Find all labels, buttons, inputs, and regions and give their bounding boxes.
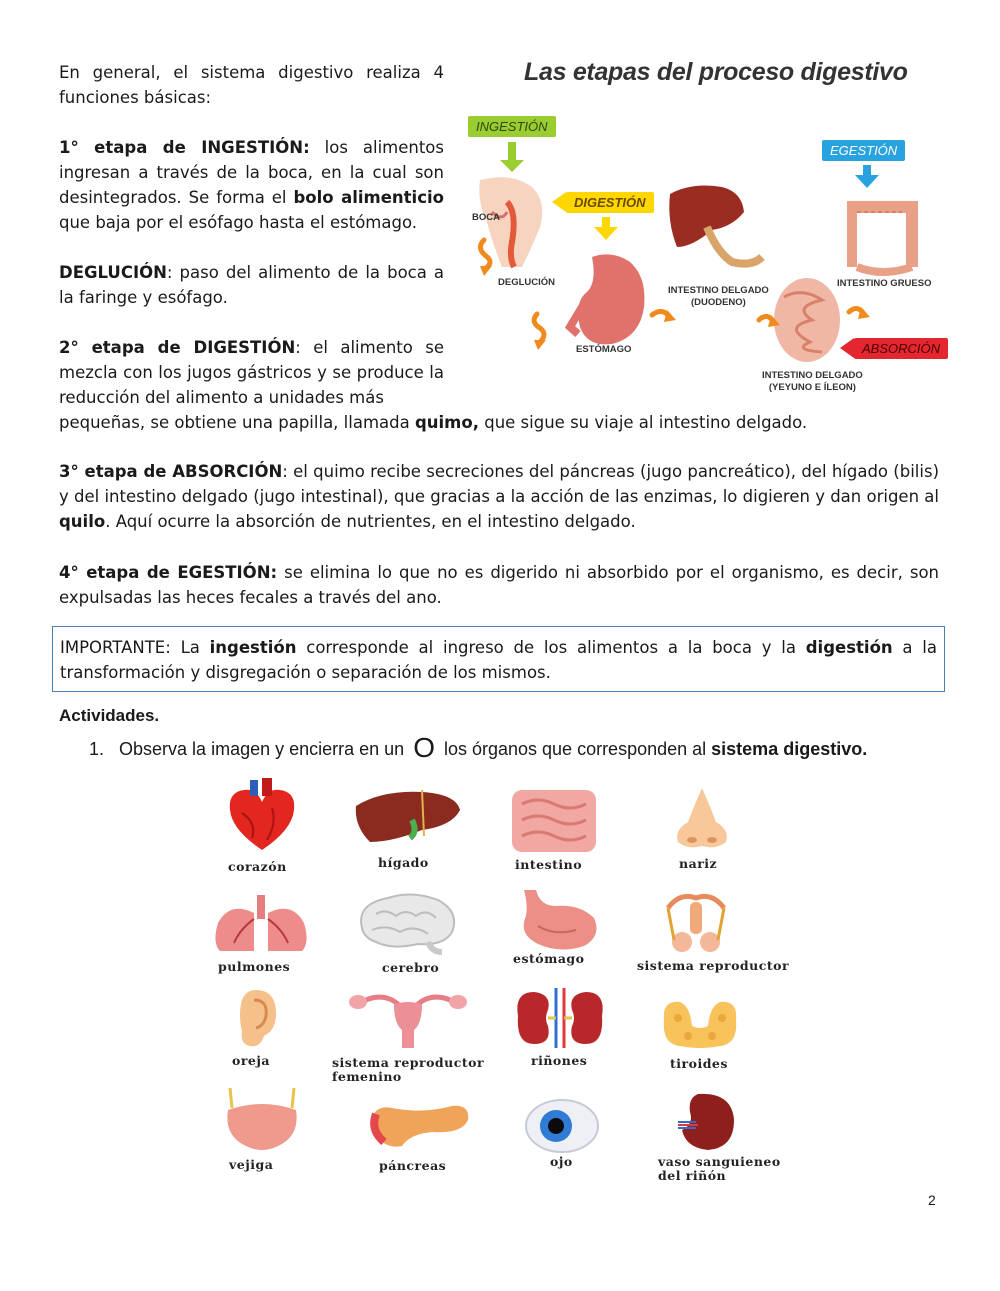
label-intestino-grueso: INTESTINO GRUESO <box>837 278 932 289</box>
label-intestino: intestino <box>515 857 583 872</box>
stage-digestion: DIGESTIÓN <box>566 192 654 213</box>
label-corazon: corazón <box>228 859 287 874</box>
egestion-paragraph <box>59 560 939 610</box>
label-estomago: ESTÓMAGO <box>576 344 632 355</box>
label-femenino-line2: femenino <box>332 1069 402 1084</box>
label-vaso-sanguineo <box>658 1155 781 1183</box>
label-sistema-reproductor-femenino <box>332 1056 484 1084</box>
important-text-a: IMPORTANTE: La <box>60 638 210 657</box>
label-estomago: estómago <box>513 951 585 966</box>
heart-icon[interactable] <box>222 778 302 856</box>
thyroid-icon[interactable] <box>658 996 742 1052</box>
digestive-process-diagram <box>462 52 952 402</box>
intro-text: En general, el sistema digestivo realiza 4 funciones básicas: <box>59 63 444 107</box>
ingestion-text-a: los alimentos ingresan a través de la boca, en la cual son desintegrados. Se forma el <box>59 138 444 207</box>
digestion-heading: 2° etapa de DIGESTIÓN <box>59 338 296 357</box>
label-vaso-line1: vaso sanguieneo <box>658 1154 781 1169</box>
intestine-icon[interactable] <box>508 786 600 856</box>
digestion-cont-text-a: pequeñas, se obtiene una papilla, llamada <box>59 413 415 432</box>
label-rinones: riñones <box>531 1053 588 1068</box>
deglucion-heading: DEGLUCIÓN <box>59 263 167 282</box>
activity-1 <box>89 732 867 764</box>
label-ojo: ojo <box>550 1154 573 1169</box>
pancreas-icon[interactable] <box>362 1094 474 1152</box>
male-reproductive-icon[interactable] <box>660 888 732 954</box>
digestion-text: : el alimento se mezcla con los jugos gástricos y se produce la reducción del alimento a unidades más <box>59 338 444 407</box>
absorcion-heading: 3° etapa de ABSORCIÓN <box>59 462 283 481</box>
kidneys-icon[interactable] <box>508 986 612 1048</box>
label-deglucion: DEGLUCIÓN <box>498 277 555 288</box>
label-oreja: oreja <box>232 1053 270 1068</box>
label-duodeno-line2: (DUODENO) <box>690 297 746 308</box>
digestion-paragraph <box>59 335 444 410</box>
quilo-bold: quilo <box>59 512 106 531</box>
egestion-heading: 4° etapa de EGESTIÓN: <box>59 563 278 582</box>
ingestion-paragraph <box>59 135 444 235</box>
page-number: 2 <box>928 1192 936 1208</box>
lungs-icon[interactable] <box>210 893 312 955</box>
eye-icon[interactable] <box>522 1098 602 1154</box>
label-yeyuno-line1: INTESTINO DELGADO <box>762 370 863 381</box>
intro-paragraph <box>59 60 444 110</box>
stage-absorcion: ABSORCIÓN <box>854 338 948 359</box>
kidney-blood-vessel-icon[interactable] <box>676 1090 740 1154</box>
activity-text-a: Observa la imagen y encierra en un <box>119 739 410 759</box>
important-digestion-bold: digestión <box>805 638 893 657</box>
diagram-title: Las etapas del proceso digestivo <box>524 58 908 86</box>
activity-bold: sistema digestivo. <box>711 739 868 759</box>
deglucion-text: : paso del alimento de la boca a la faringe y esófago. <box>59 263 444 307</box>
label-intestino-delgado-duodeno <box>668 285 769 309</box>
activity-number: 1. <box>89 739 105 759</box>
label-yeyuno-line2: (YEYUNO E ÍLEON) <box>768 382 856 393</box>
absorcion-paragraph <box>59 459 939 534</box>
activities-title: Actividades. <box>59 706 160 725</box>
label-intestino-delgado-yeyuno <box>762 370 863 394</box>
label-boca: BOCA <box>472 212 500 223</box>
stage-egestion: EGESTIÓN <box>822 140 905 161</box>
label-pancreas: páncreas <box>379 1158 447 1173</box>
egestion-text: se elimina lo que no es digerido ni absorbido por el organismo, es decir, son expulsadas las heces fecales a través del ano. <box>59 563 939 607</box>
ingestion-heading: 1° etapa de INGESTIÓN: <box>59 138 310 157</box>
stage-ingestion: INGESTIÓN <box>468 116 556 137</box>
bladder-icon[interactable] <box>222 1084 302 1156</box>
ingestion-text-b: que baja por el esófago hasta el estómago. <box>59 213 417 232</box>
label-sistema-reproductor: sistema reproductor <box>637 958 790 973</box>
label-higado: hígado <box>378 855 429 870</box>
important-text-d: a la transformación y disgregación o separación de los mismos. <box>60 638 938 682</box>
label-cerebro: cerebro <box>382 960 440 975</box>
bolo-alimenticio-bold: bolo alimenticio <box>293 188 444 207</box>
label-femenino-line1: sistema reproductor <box>332 1055 485 1070</box>
nose-icon[interactable] <box>672 786 734 852</box>
important-text-c: corresponde al ingreso de los alimentos a la boca y la <box>296 638 806 657</box>
brain-icon[interactable] <box>352 890 464 956</box>
circle-o-symbol: O <box>413 732 435 763</box>
activity-text-b: los órganos que corresponden al <box>438 739 712 759</box>
ear-icon[interactable] <box>234 986 280 1050</box>
liver-icon[interactable] <box>352 786 464 848</box>
label-vaso-line2: del riñón <box>658 1168 727 1183</box>
label-pulmones: pulmones <box>218 959 291 974</box>
deglucion-paragraph <box>59 260 444 310</box>
absorcion-text-b: . Aquí ocurre la absorción de nutrientes, en el intestino delgado. <box>105 512 636 531</box>
label-tiroides: tiroides <box>670 1056 728 1071</box>
digestion-paragraph-continued <box>59 410 939 435</box>
stomach-icon[interactable] <box>510 886 602 952</box>
quimo-bold: quimo, <box>414 413 479 432</box>
important-box <box>52 626 945 692</box>
label-nariz: nariz <box>679 856 718 871</box>
label-vejiga: vejiga <box>229 1157 274 1172</box>
female-reproductive-icon[interactable] <box>346 988 470 1052</box>
absorcion-text-a: : el quimo recibe secreciones del páncreas (jugo pancreático), del hígado (bilis) y del intestino delgado (jugo intestinal), que gracias a la acción de las enzimas, lo digieren y dan origen al <box>59 462 940 506</box>
digestion-cont-text-b: que sigue su viaje al intestino delgado. <box>478 413 808 432</box>
label-duodeno-line1: INTESTINO DELGADO <box>668 285 769 296</box>
important-ingestion-bold: ingestión <box>209 638 297 657</box>
